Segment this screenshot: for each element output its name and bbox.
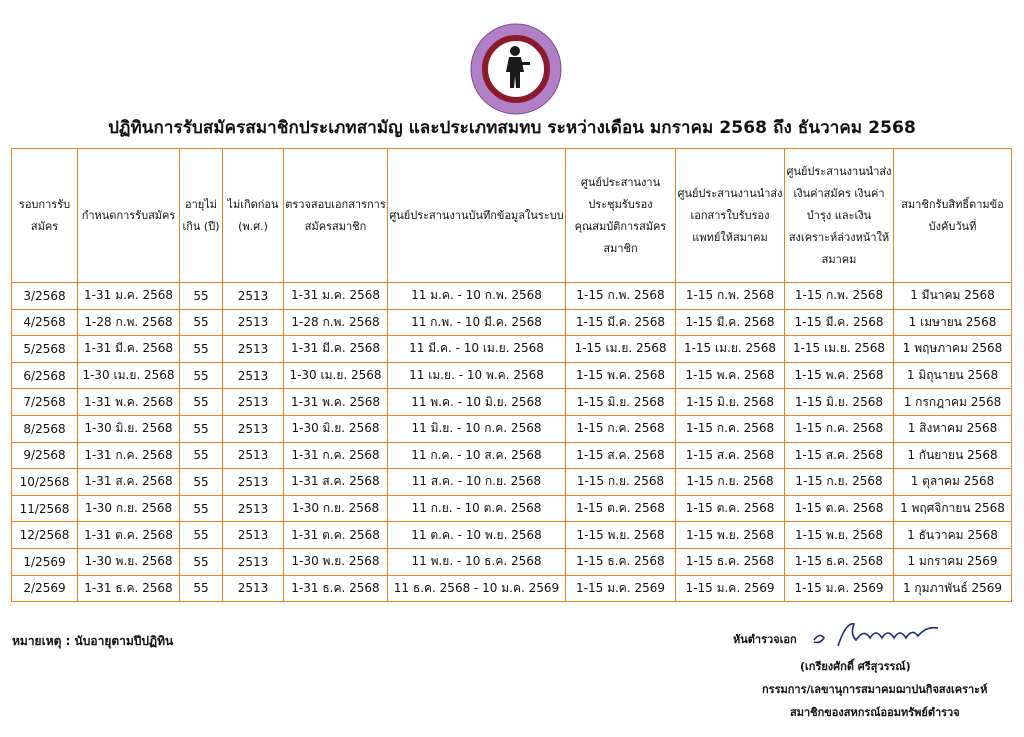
cell-schedule: 1-28 ก.พ. 2568 (78, 309, 180, 336)
cell-max-age: 55 (180, 362, 223, 389)
cell-schedule: 1-31 มี.ค. 2568 (78, 336, 180, 363)
membership-schedule-table (11, 148, 1012, 602)
cell-fee-submission: 1-15 ก.พ. 2568 (785, 283, 894, 310)
cell-schedule: 1-31 พ.ค. 2568 (78, 389, 180, 416)
cell-max-age: 55 (180, 415, 223, 442)
header-cell-document-check: ตรวจสอบเอกสารการสมัครสมาชิก (284, 149, 388, 283)
table-row (12, 309, 1012, 336)
cell-round: 2/2569 (12, 575, 78, 602)
cell-max-age: 55 (180, 442, 223, 469)
cell-born-not-before: 2513 (223, 415, 284, 442)
cell-qualification-meeting: 1-15 พ.ค. 2568 (566, 362, 676, 389)
cell-data-entry: 11 มี.ค. - 10 เม.ย. 2568 (388, 336, 566, 363)
header-cell-data-entry: ศูนย์ประสานงานบันทึกข้อมูลในระบบ (388, 149, 566, 283)
page-title: ปฏิทินการรับสมัครสมาชิกประเภทสามัญ และประเภทสมทบ ระหว่างเดือน มกราคม 2568 ถึง ธันวาคม 2568 (108, 118, 916, 138)
cell-document-check: 1-31 ต.ค. 2568 (284, 522, 388, 549)
cell-schedule: 1-31 ต.ค. 2568 (78, 522, 180, 549)
cell-round: 1/2569 (12, 548, 78, 575)
cell-round: 10/2568 (12, 469, 78, 496)
cell-max-age: 55 (180, 522, 223, 549)
cell-schedule: 1-31 ม.ค. 2568 (78, 283, 180, 310)
cell-round: 12/2568 (12, 522, 78, 549)
cell-rights-date: 1 มีนาคม 2568 (894, 283, 1012, 310)
cell-max-age: 55 (180, 309, 223, 336)
table-row (12, 522, 1012, 549)
cell-born-not-before: 2513 (223, 522, 284, 549)
footnote: หมายเหตุ : นับอายุตามปีปฏิทิน (12, 634, 174, 648)
cell-max-age: 55 (180, 283, 223, 310)
cell-document-check: 1-28 ก.พ. 2568 (284, 309, 388, 336)
cell-medical-certificate: 1-15 ก.พ. 2568 (676, 283, 785, 310)
cell-document-check: 1-31 ส.ค. 2568 (284, 469, 388, 496)
cell-fee-submission: 1-15 ต.ค. 2568 (785, 495, 894, 522)
cell-round: 7/2568 (12, 389, 78, 416)
cell-qualification-meeting: 1-15 ม.ค. 2569 (566, 575, 676, 602)
header-cell-rights-date: สมาชิกรับสิทธิ์ตามข้อบังคับวันที่ (894, 149, 1012, 283)
cell-fee-submission: 1-15 มี.ค. 2568 (785, 309, 894, 336)
cell-medical-certificate: 1-15 ม.ค. 2569 (676, 575, 785, 602)
cell-medical-certificate: 1-15 ก.ย. 2568 (676, 469, 785, 496)
cell-round: 11/2568 (12, 495, 78, 522)
cell-medical-certificate: 1-15 ส.ค. 2568 (676, 442, 785, 469)
cell-qualification-meeting: 1-15 ก.ค. 2568 (566, 415, 676, 442)
header-cell-fee-submission: ศูนย์ประสานงานนำส่งเงินค่าสมัคร เงินค่าบำรุง และเงินสงเคราะห์ล่วงหน้าให้สมาคม (785, 149, 894, 283)
cell-fee-submission: 1-15 ส.ค. 2568 (785, 442, 894, 469)
cell-schedule: 1-31 ธ.ค. 2568 (78, 575, 180, 602)
cell-round: 9/2568 (12, 442, 78, 469)
cell-data-entry: 11 มิ.ย. - 10 ก.ค. 2568 (388, 415, 566, 442)
cell-max-age: 55 (180, 469, 223, 496)
cell-data-entry: 11 ธ.ค. 2568 - 10 ม.ค. 2569 (388, 575, 566, 602)
cell-qualification-meeting: 1-15 ก.พ. 2568 (566, 283, 676, 310)
cell-data-entry: 11 ก.พ. - 10 มี.ค. 2568 (388, 309, 566, 336)
cell-document-check: 1-30 พ.ย. 2568 (284, 548, 388, 575)
cell-fee-submission: 1-15 ก.ค. 2568 (785, 415, 894, 442)
cell-born-not-before: 2513 (223, 548, 284, 575)
header-cell-medical-certificate: ศูนย์ประสานงานนำส่งเอกสารใบรับรองแพทย์ให้สมาคม (676, 149, 785, 283)
cell-qualification-meeting: 1-15 ส.ค. 2568 (566, 442, 676, 469)
cell-data-entry: 11 ก.ค. - 10 ส.ค. 2568 (388, 442, 566, 469)
cell-fee-submission: 1-15 เม.ย. 2568 (785, 336, 894, 363)
cell-rights-date: 1 ตุลาคม 2568 (894, 469, 1012, 496)
table-row (12, 548, 1012, 575)
cell-qualification-meeting: 1-15 มี.ค. 2568 (566, 309, 676, 336)
cell-max-age: 55 (180, 548, 223, 575)
cell-fee-submission: 1-15 มิ.ย. 2568 (785, 389, 894, 416)
table-row (12, 362, 1012, 389)
header-cell-qualification-meeting: ศูนย์ประสานงานประชุมรับรองคุณสมบัติการสมัครสมาชิก (566, 149, 676, 283)
cell-data-entry: 11 พ.ย. - 10 ธ.ค. 2568 (388, 548, 566, 575)
cell-fee-submission: 1-15 ม.ค. 2569 (785, 575, 894, 602)
cell-rights-date: 1 พฤศจิกายน 2568 (894, 495, 1012, 522)
cell-max-age: 55 (180, 495, 223, 522)
cell-qualification-meeting: 1-15 พ.ย. 2568 (566, 522, 676, 549)
cell-data-entry: 11 ก.ย. - 10 ต.ค. 2568 (388, 495, 566, 522)
cell-rights-date: 1 กรกฎาคม 2568 (894, 389, 1012, 416)
cell-born-not-before: 2513 (223, 283, 284, 310)
signatory-position: กรรมการ/เลขานุการสมาคมฌาปนกิจสงเคราะห์ (762, 683, 988, 696)
cell-qualification-meeting: 1-15 เม.ย. 2568 (566, 336, 676, 363)
cell-medical-certificate: 1-15 มี.ค. 2568 (676, 309, 785, 336)
cell-rights-date: 1 มิถุนายน 2568 (894, 362, 1012, 389)
cell-born-not-before: 2513 (223, 362, 284, 389)
cell-document-check: 1-31 พ.ค. 2568 (284, 389, 388, 416)
cell-round: 5/2568 (12, 336, 78, 363)
cell-medical-certificate: 1-15 ก.ค. 2568 (676, 415, 785, 442)
header-cell-schedule: กำหนดการรับสมัคร (78, 149, 180, 283)
table-row (12, 389, 1012, 416)
table-row (12, 283, 1012, 310)
cell-data-entry: 11 ส.ค. - 10 ก.ย. 2568 (388, 469, 566, 496)
header-cell-born-not-before: ไม่เกิดก่อน (พ.ศ.) (223, 149, 284, 283)
cell-schedule: 1-31 ส.ค. 2568 (78, 469, 180, 496)
table-row (12, 495, 1012, 522)
cell-rights-date: 1 สิงหาคม 2568 (894, 415, 1012, 442)
cell-max-age: 55 (180, 389, 223, 416)
cell-fee-submission: 1-15 ก.ย. 2568 (785, 469, 894, 496)
cell-round: 3/2568 (12, 283, 78, 310)
signature-rank-label: หันตำรวจเอก (733, 633, 797, 646)
cell-rights-date: 1 พฤษภาคม 2568 (894, 336, 1012, 363)
cell-qualification-meeting: 1-15 ก.ย. 2568 (566, 469, 676, 496)
table-header-row (12, 149, 1012, 283)
cell-medical-certificate: 1-15 พ.ค. 2568 (676, 362, 785, 389)
cell-data-entry: 11 พ.ค. - 10 มิ.ย. 2568 (388, 389, 566, 416)
cell-round: 4/2568 (12, 309, 78, 336)
cell-born-not-before: 2513 (223, 336, 284, 363)
cell-medical-certificate: 1-15 ต.ค. 2568 (676, 495, 785, 522)
cell-medical-certificate: 1-15 พ.ย. 2568 (676, 522, 785, 549)
cell-born-not-before: 2513 (223, 442, 284, 469)
cell-data-entry: 11 ม.ค. - 10 ก.พ. 2568 (388, 283, 566, 310)
cell-schedule: 1-30 พ.ย. 2568 (78, 548, 180, 575)
table-row (12, 575, 1012, 602)
cell-medical-certificate: 1-15 มิ.ย. 2568 (676, 389, 785, 416)
cell-max-age: 55 (180, 336, 223, 363)
cell-born-not-before: 2513 (223, 575, 284, 602)
cell-document-check: 1-30 มิ.ย. 2568 (284, 415, 388, 442)
cell-qualification-meeting: 1-15 ธ.ค. 2568 (566, 548, 676, 575)
table-row (12, 469, 1012, 496)
cell-medical-certificate: 1-15 ธ.ค. 2568 (676, 548, 785, 575)
cell-medical-certificate: 1-15 เม.ย. 2568 (676, 336, 785, 363)
cell-document-check: 1-31 ม.ค. 2568 (284, 283, 388, 310)
header-cell-round: รอบการรับสมัคร (12, 149, 78, 283)
cell-born-not-before: 2513 (223, 389, 284, 416)
cell-fee-submission: 1-15 พ.ย. 2568 (785, 522, 894, 549)
cell-rights-date: 1 มกราคม 2569 (894, 548, 1012, 575)
cell-rights-date: 1 กันยายน 2568 (894, 442, 1012, 469)
cell-fee-submission: 1-15 ธ.ค. 2568 (785, 548, 894, 575)
cell-document-check: 1-30 ก.ย. 2568 (284, 495, 388, 522)
cell-round: 6/2568 (12, 362, 78, 389)
cell-round: 8/2568 (12, 415, 78, 442)
cell-document-check: 1-31 ก.ค. 2568 (284, 442, 388, 469)
cell-schedule: 1-31 ก.ค. 2568 (78, 442, 180, 469)
cell-born-not-before: 2513 (223, 495, 284, 522)
cell-data-entry: 11 เม.ย. - 10 พ.ค. 2568 (388, 362, 566, 389)
cell-schedule: 1-30 มิ.ย. 2568 (78, 415, 180, 442)
cell-document-check: 1-30 เม.ย. 2568 (284, 362, 388, 389)
cell-qualification-meeting: 1-15 ต.ค. 2568 (566, 495, 676, 522)
cell-max-age: 55 (180, 575, 223, 602)
cell-schedule: 1-30 เม.ย. 2568 (78, 362, 180, 389)
cell-qualification-meeting: 1-15 มิ.ย. 2568 (566, 389, 676, 416)
cell-rights-date: 1 กุมภาพันธ์ 2569 (894, 575, 1012, 602)
cell-rights-date: 1 เมษายน 2568 (894, 309, 1012, 336)
cell-schedule: 1-30 ก.ย. 2568 (78, 495, 180, 522)
signatory-name: (เกรียงศักดิ์ ศรีสุวรรณ์) (800, 660, 911, 673)
cell-document-check: 1-31 มี.ค. 2568 (284, 336, 388, 363)
table-row (12, 336, 1012, 363)
association-logo (469, 22, 563, 116)
cell-document-check: 1-31 ธ.ค. 2568 (284, 575, 388, 602)
table-row (12, 442, 1012, 469)
cell-data-entry: 11 ต.ค. - 10 พ.ย. 2568 (388, 522, 566, 549)
header-cell-max-age: อายุไม่เกิน (ปี) (180, 149, 223, 283)
table-row (12, 415, 1012, 442)
cell-fee-submission: 1-15 พ.ค. 2568 (785, 362, 894, 389)
cell-born-not-before: 2513 (223, 309, 284, 336)
cell-rights-date: 1 ธันวาคม 2568 (894, 522, 1012, 549)
cell-born-not-before: 2513 (223, 469, 284, 496)
signatory-organization: สมาชิกของสหกรณ์ออมทรัพย์ตำรวจ (790, 706, 960, 719)
handwritten-signature (810, 618, 945, 650)
